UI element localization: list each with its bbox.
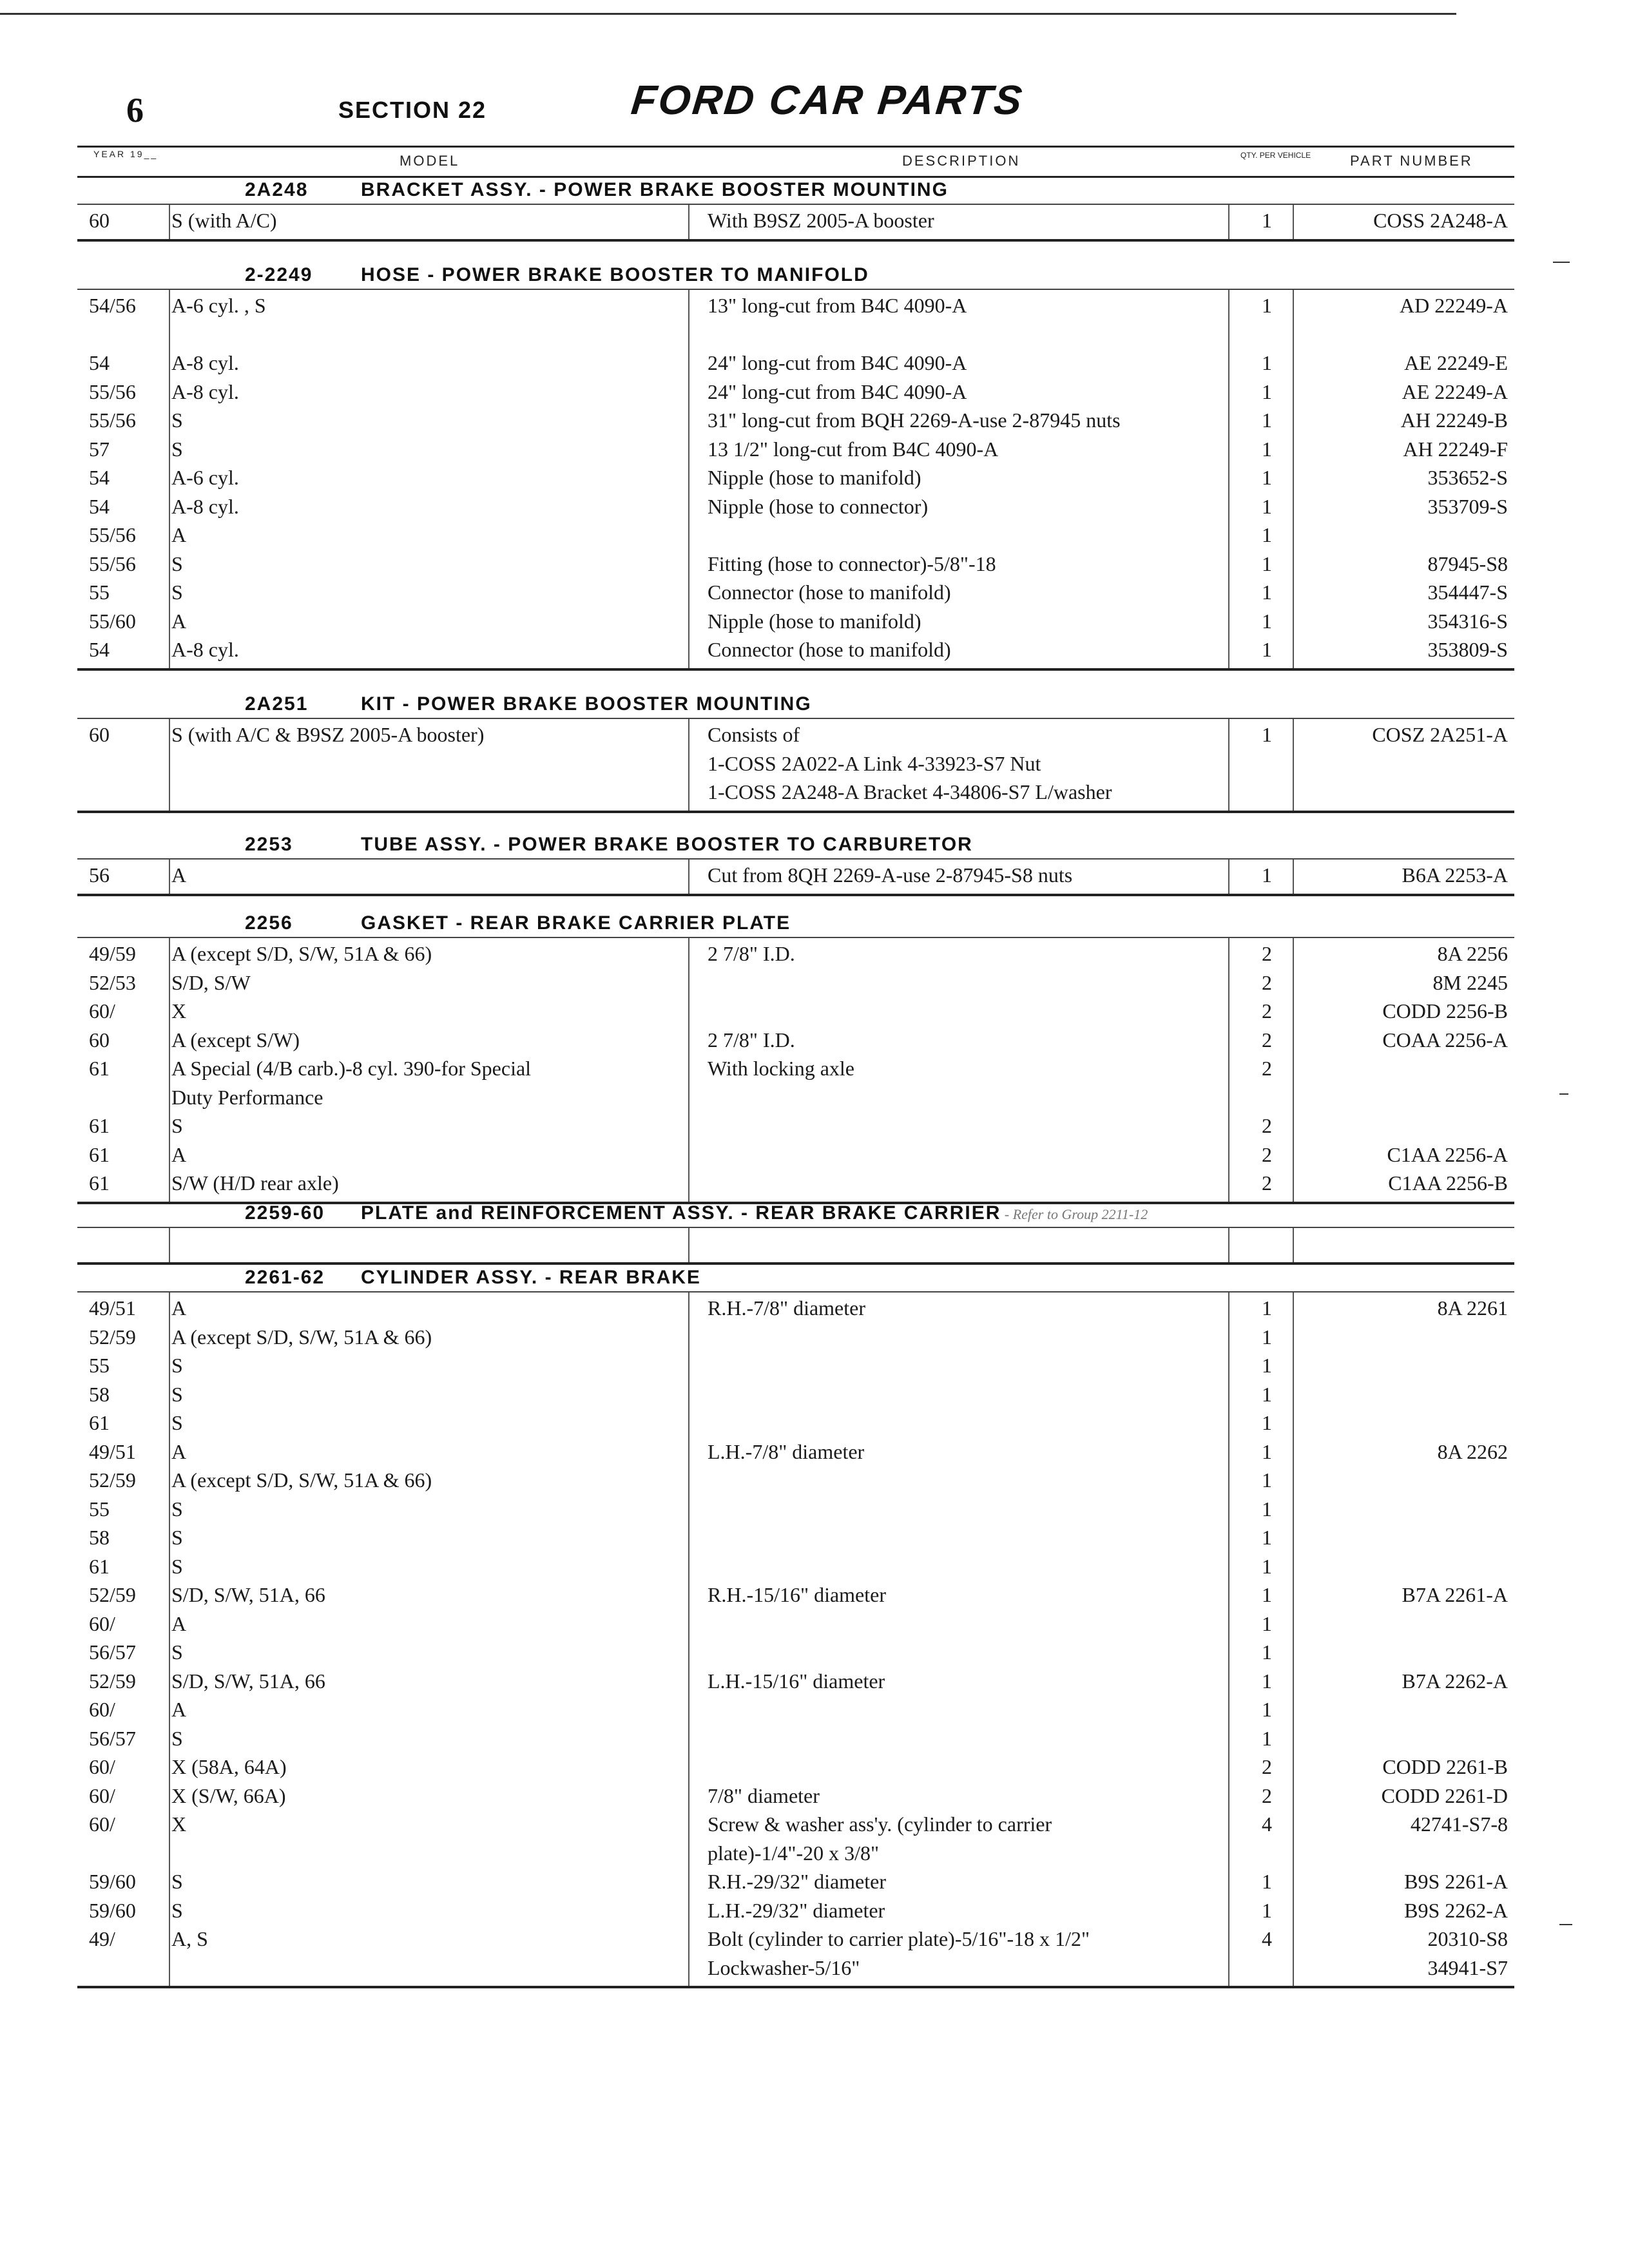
table-row (0, 1440, 1629, 1468)
description-cell: L.H.-7/8" diameter (708, 1439, 865, 1463)
section-title-rule (77, 718, 1514, 719)
description-cell: With B9SZ 2005-A booster (708, 209, 934, 232)
model-cell: A (171, 1296, 187, 1320)
year-cell: 56/57 (89, 1726, 136, 1750)
description-cell: 7/8" diameter (708, 1783, 820, 1807)
section-code: 2A251 (245, 693, 309, 715)
model-cell: X (S/W, 66A) (171, 1783, 286, 1807)
model-cell: A-6 cyl. (171, 466, 239, 489)
part-number-cell: COAA 2256-A (1382, 1028, 1508, 1052)
table-row (0, 581, 1629, 609)
year-cell: 52/59 (89, 1325, 136, 1349)
year-cell: 52/59 (89, 1669, 136, 1693)
year-cell: 52/59 (89, 1583, 136, 1606)
part-number-cell: CODD 2261-D (1381, 1783, 1508, 1807)
qty-cell: 1 (1262, 437, 1272, 461)
part-number-cell: 353809-S (1427, 638, 1508, 661)
table-row (0, 1171, 1629, 1200)
table-row (0, 1698, 1629, 1726)
section-title-rule (77, 204, 1514, 205)
year-cell: 55/56 (89, 408, 136, 432)
table-row (0, 523, 1629, 552)
model-cell: X (171, 999, 187, 1023)
table-row (0, 1784, 1629, 1812)
table-row (0, 1411, 1629, 1439)
section-code: 2261-62 (245, 1267, 325, 1288)
year-cell: 60/ (89, 1755, 115, 1778)
part-number-cell: COSS 2A248-A (1373, 209, 1508, 232)
section-title (245, 912, 791, 934)
model-cell: S (171, 1354, 183, 1377)
description-cell: Bolt (cylinder to carrier plate)-5/16"-18 x 1/2" (708, 1927, 1090, 1950)
table-row (0, 209, 1629, 237)
part-number-cell: 354447-S (1427, 581, 1508, 604)
qty-cell: 1 (1262, 552, 1272, 575)
model-cell: S (171, 1870, 183, 1893)
table-row (0, 1669, 1629, 1698)
section-code: 2A248 (245, 179, 309, 200)
table-row (0, 552, 1629, 581)
qty-cell: 2 (1262, 1028, 1272, 1052)
qty-cell: 1 (1262, 1870, 1272, 1893)
qty-cell: 1 (1262, 723, 1272, 746)
qty-cell: 2 (1262, 1142, 1272, 1166)
model-cell: A (except S/W) (171, 1028, 300, 1052)
part-number-cell: AE 22249-A (1402, 380, 1508, 403)
year-cell: 55 (89, 581, 110, 604)
table-row (0, 1143, 1629, 1171)
part-number-cell: B6A 2253-A (1402, 863, 1508, 887)
description-cell: 2 7/8" I.D. (708, 1028, 795, 1052)
year-cell: 60 (89, 1028, 110, 1052)
edge-mark (1553, 262, 1570, 263)
table-row (0, 1870, 1629, 1898)
year-cell: 54/56 (89, 294, 136, 317)
part-number-cell: B7A 2262-A (1402, 1669, 1508, 1693)
section-title-text: HOSE - POWER BRAKE BOOSTER TO MANIFOLD (361, 264, 869, 285)
model-cell: A-8 cyl. (171, 351, 239, 374)
model-cell: S (171, 1382, 183, 1406)
part-number-cell: CODD 2261-B (1382, 1755, 1508, 1778)
model-cell: A (171, 1611, 187, 1635)
section-title-rule (77, 937, 1514, 938)
year-cell: 49/51 (89, 1296, 136, 1320)
description-cell: Consists of (708, 723, 800, 746)
qty-cell: 1 (1262, 1325, 1272, 1349)
table-row (0, 1383, 1629, 1411)
section-title-rule (77, 289, 1514, 290)
description-cell: Nipple (hose to connector) (708, 494, 929, 518)
section-title-rule (77, 1291, 1514, 1293)
qty-cell: 2 (1262, 1783, 1272, 1807)
section-bottom-rule (77, 668, 1514, 671)
section-bottom-rule (77, 894, 1514, 896)
model-cell: A (except S/D, S/W, 51A & 66) (171, 1325, 432, 1349)
model-cell: A (171, 863, 187, 887)
section-title (245, 1202, 1148, 1224)
model-cell: S (171, 1114, 183, 1137)
qty-cell: 1 (1262, 1669, 1272, 1693)
description-cell: 24" long-cut from B4C 4090-A (708, 380, 967, 403)
table-row (0, 323, 1629, 351)
part-number-cell: C1AA 2256-B (1388, 1171, 1508, 1195)
model-cell: A (except S/D, S/W, 51A & 66) (171, 942, 432, 965)
table-row (0, 1555, 1629, 1583)
table-row (0, 1640, 1629, 1669)
qty-cell: 1 (1262, 523, 1272, 546)
model-cell: A Special (4/B carb.)-8 cyl. 390-for Special (171, 1057, 532, 1080)
year-cell: 56 (89, 863, 110, 887)
table-row (0, 752, 1629, 780)
table-row (0, 1232, 1629, 1260)
model-cell: S (with A/C & B9SZ 2005-A booster) (171, 723, 485, 746)
section-title-text: CYLINDER ASSY. - REAR BRAKE (361, 1267, 701, 1288)
description-cell: Fitting (hose to connector)-5/8"-18 (708, 552, 996, 575)
model-cell: S (171, 581, 183, 604)
year-cell: 59/60 (89, 1898, 136, 1922)
part-number-cell: 87945-S8 (1427, 552, 1508, 575)
column-header-part-number: PART NUMBER (1350, 153, 1473, 169)
part-number-cell: B9S 2262-A (1404, 1898, 1508, 1922)
year-cell: 49/59 (89, 942, 136, 965)
year-cell: 59/60 (89, 1870, 136, 1893)
part-number-cell: AH 22249-B (1400, 408, 1508, 432)
qty-cell: 1 (1262, 1411, 1272, 1434)
description-cell: Connector (hose to manifold) (708, 581, 951, 604)
qty-cell: 1 (1262, 1640, 1272, 1664)
year-cell: 58 (89, 1526, 110, 1549)
qty-cell: 4 (1262, 1927, 1272, 1950)
table-row (0, 1755, 1629, 1783)
section-title-text: BRACKET ASSY. - POWER BRAKE BOOSTER MOUNTING (361, 179, 949, 200)
qty-cell: 1 (1262, 294, 1272, 317)
year-cell: 60/ (89, 999, 115, 1023)
model-cell: A (171, 1439, 187, 1463)
qty-cell: 1 (1262, 351, 1272, 374)
table-row (0, 1612, 1629, 1640)
year-cell: 61 (89, 1142, 110, 1166)
qty-cell: 1 (1262, 863, 1272, 887)
description-cell: 31" long-cut from BQH 2269-A-use 2-87945 nuts (708, 408, 1121, 432)
section-title-text: PLATE and REINFORCEMENT ASSY. - REAR BRAKE CARRIER (361, 1202, 1001, 1224)
table-row (0, 1086, 1629, 1114)
model-cell: S (with A/C) (171, 209, 277, 232)
year-cell: 55 (89, 1354, 110, 1377)
part-number-cell: 8A 2256 (1437, 942, 1508, 965)
description-cell: Cut from 8QH 2269-A-use 2-87945-S8 nuts (708, 863, 1073, 887)
description-cell: 1-COSS 2A248-A Bracket 4-34806-S7 L/washer (708, 780, 1112, 803)
description-cell: R.H.-15/16" diameter (708, 1583, 886, 1606)
model-cell: S (171, 1898, 183, 1922)
description-cell: 1-COSS 2A022-A Link 4-33923-S7 Nut (708, 751, 1041, 775)
section-title (245, 264, 869, 286)
model-cell: A-8 cyl. (171, 638, 239, 661)
table-row (0, 466, 1629, 494)
table-row (0, 1497, 1629, 1526)
table-row (0, 780, 1629, 809)
model-cell: S (171, 437, 183, 461)
model-cell: A, S (171, 1927, 208, 1950)
year-cell: 60/ (89, 1611, 115, 1635)
qty-cell: 1 (1262, 408, 1272, 432)
year-cell: 56/57 (89, 1640, 136, 1664)
section-bottom-rule (77, 239, 1514, 242)
qty-cell: 2 (1262, 942, 1272, 965)
model-cell: S (171, 1554, 183, 1578)
column-header-year: YEAR 19__ (93, 149, 159, 159)
year-cell: 55/56 (89, 380, 136, 403)
section-bottom-rule (77, 1262, 1514, 1265)
qty-cell: 1 (1262, 380, 1272, 403)
section-title-text: TUBE ASSY. - POWER BRAKE BOOSTER TO CARBURETOR (361, 834, 973, 855)
qty-cell: 2 (1262, 1171, 1272, 1195)
table-row (0, 1296, 1629, 1325)
year-cell: 54 (89, 638, 110, 661)
table-row (0, 638, 1629, 666)
qty-cell: 2 (1262, 1057, 1272, 1080)
part-number-cell: B9S 2261-A (1404, 1870, 1508, 1893)
table-row (0, 942, 1629, 970)
description-cell: R.H.-29/32" diameter (708, 1870, 886, 1893)
part-number-cell: 8A 2262 (1437, 1439, 1508, 1463)
section-code: 2253 (245, 834, 293, 855)
table-row (0, 351, 1629, 380)
page-title: FORD CAR PARTS (629, 77, 1027, 123)
section-title-rule (77, 858, 1514, 860)
year-cell: 49/ (89, 1927, 115, 1950)
description-cell: Connector (hose to manifold) (708, 638, 951, 661)
description-cell: Screw & washer ass'y. (cylinder to carrier (708, 1812, 1052, 1836)
model-cell: A (171, 1698, 187, 1721)
table-row (0, 1583, 1629, 1611)
section-label: SECTION 22 (338, 97, 487, 123)
page-number: 6 (126, 91, 144, 130)
qty-cell: 1 (1262, 1354, 1272, 1377)
year-cell: 55/60 (89, 609, 136, 633)
table-row (0, 1526, 1629, 1554)
year-cell: 52/53 (89, 970, 136, 994)
qty-cell: 1 (1262, 1526, 1272, 1549)
table-row (0, 1841, 1629, 1870)
qty-cell: 1 (1262, 1439, 1272, 1463)
description-cell: 13" long-cut from B4C 4090-A (708, 294, 967, 317)
qty-cell: 2 (1262, 1114, 1272, 1137)
part-number-cell: 34941-S7 (1427, 1956, 1508, 1979)
model-cell: Duty Performance (171, 1085, 323, 1109)
top-rule (0, 13, 1456, 15)
model-cell: S (171, 1640, 183, 1664)
table-row (0, 610, 1629, 638)
table-row (0, 1956, 1629, 1984)
year-cell: 55/56 (89, 552, 136, 575)
section-bottom-rule (77, 811, 1514, 813)
column-header-description: DESCRIPTION (902, 153, 1021, 169)
section-title (245, 693, 812, 715)
section-title-text: GASKET - REAR BRAKE CARRIER PLATE (361, 912, 791, 934)
year-cell: 60/ (89, 1812, 115, 1836)
table-row (0, 1325, 1629, 1354)
year-cell: 60 (89, 209, 110, 232)
year-cell: 54 (89, 351, 110, 374)
table-row (0, 495, 1629, 523)
model-cell: X (171, 1812, 187, 1836)
table-row (0, 1468, 1629, 1497)
year-cell: 60/ (89, 1698, 115, 1721)
year-cell: 54 (89, 494, 110, 518)
qty-cell: 1 (1262, 581, 1272, 604)
table-row (0, 723, 1629, 751)
model-cell: S (171, 1726, 183, 1750)
qty-cell: 1 (1262, 1554, 1272, 1578)
year-cell: 61 (89, 1114, 110, 1137)
description-cell: With locking axle (708, 1057, 854, 1080)
description-cell: 13 1/2" long-cut from B4C 4090-A (708, 437, 999, 461)
description-cell: L.H.-15/16" diameter (708, 1669, 885, 1693)
part-number-cell: AD 22249-A (1400, 294, 1508, 317)
year-cell: 57 (89, 437, 110, 461)
qty-cell: 1 (1262, 1698, 1272, 1721)
year-cell: 61 (89, 1554, 110, 1578)
column-header-qty: QTY. PER VEHICLE (1240, 151, 1311, 160)
model-cell: S (171, 408, 183, 432)
part-number-cell: 354316-S (1427, 609, 1508, 633)
section-title (245, 1267, 701, 1289)
description-cell: L.H.-29/32" diameter (708, 1898, 885, 1922)
model-cell: S (171, 552, 183, 575)
table-row (0, 999, 1629, 1028)
description-cell: R.H.-7/8" diameter (708, 1296, 865, 1320)
qty-cell: 1 (1262, 609, 1272, 633)
model-cell: S (171, 1411, 183, 1434)
column-header-row (77, 146, 1514, 178)
year-cell: 55/56 (89, 523, 136, 546)
section-code: 2-2249 (245, 264, 313, 285)
table-row (0, 408, 1629, 437)
description-cell: Nipple (hose to manifold) (708, 609, 921, 633)
part-number-cell: 353652-S (1427, 466, 1508, 489)
qty-cell: 1 (1262, 1583, 1272, 1606)
column-header-model: MODEL (400, 153, 460, 169)
model-cell: A-8 cyl. (171, 494, 239, 518)
table-row (0, 1812, 1629, 1841)
year-cell: 60/ (89, 1783, 115, 1807)
part-number-cell: 42741-S7-8 (1410, 1812, 1508, 1836)
qty-cell: 1 (1262, 466, 1272, 489)
table-row (0, 863, 1629, 892)
model-cell: A (171, 1142, 187, 1166)
edge-mark (1559, 1924, 1572, 1925)
qty-cell: 1 (1262, 1468, 1272, 1492)
table-row (0, 294, 1629, 322)
table-row (0, 380, 1629, 408)
description-cell: 24" long-cut from B4C 4090-A (708, 351, 967, 374)
year-cell: 52/59 (89, 1468, 136, 1492)
part-number-cell: COSZ 2A251-A (1372, 723, 1508, 746)
qty-cell: 1 (1262, 494, 1272, 518)
qty-cell: 1 (1262, 1497, 1272, 1521)
part-number-cell: 8A 2261 (1437, 1296, 1508, 1320)
section-note: - Refer to Group 2211-12 (1001, 1206, 1148, 1222)
part-number-cell: 8M 2245 (1432, 970, 1508, 994)
model-cell: A (except S/D, S/W, 51A & 66) (171, 1468, 432, 1492)
year-cell: 60 (89, 723, 110, 746)
part-number-cell: CODD 2256-B (1382, 999, 1508, 1023)
model-cell: A (171, 609, 187, 633)
qty-cell: 1 (1262, 1898, 1272, 1922)
qty-cell: 1 (1262, 1611, 1272, 1635)
qty-cell: 4 (1262, 1812, 1272, 1836)
model-cell: A-6 cyl. , S (171, 294, 266, 317)
section-title (245, 834, 973, 856)
part-number-cell: B7A 2261-A (1402, 1583, 1508, 1606)
year-cell: 49/51 (89, 1439, 136, 1463)
qty-cell: 1 (1262, 1726, 1272, 1750)
year-cell: 61 (89, 1171, 110, 1195)
section-code: 2259-60 (245, 1202, 325, 1224)
qty-cell: 1 (1262, 638, 1272, 661)
year-cell: 58 (89, 1382, 110, 1406)
model-cell: S (171, 1526, 183, 1549)
table-row (0, 971, 1629, 999)
description-cell: 2 7/8" I.D. (708, 942, 795, 965)
part-number-cell: AH 22249-F (1403, 437, 1508, 461)
description-cell: Nipple (hose to manifold) (708, 466, 921, 489)
qty-cell: 2 (1262, 999, 1272, 1023)
edge-mark (1559, 1093, 1568, 1095)
table-row (0, 1354, 1629, 1382)
qty-cell: 2 (1262, 970, 1272, 994)
model-cell: S/D, S/W, 51A, 66 (171, 1583, 325, 1606)
part-number-cell: AE 22249-E (1404, 351, 1508, 374)
year-cell: 54 (89, 466, 110, 489)
model-cell: A-8 cyl. (171, 380, 239, 403)
qty-cell: 1 (1262, 209, 1272, 232)
qty-cell: 1 (1262, 1382, 1272, 1406)
model-cell: S/W (H/D rear axle) (171, 1171, 339, 1195)
year-cell: 61 (89, 1057, 110, 1080)
description-cell: plate)-1/4"-20 x 3/8" (708, 1841, 880, 1865)
qty-cell: 2 (1262, 1755, 1272, 1778)
description-cell: Lockwasher-5/16" (708, 1956, 860, 1979)
model-cell: X (58A, 64A) (171, 1755, 287, 1778)
table-row (0, 1114, 1629, 1142)
table-row (0, 1727, 1629, 1755)
section-title-rule (77, 1227, 1514, 1228)
part-number-cell: 20310-S8 (1427, 1927, 1508, 1950)
qty-cell: 1 (1262, 1296, 1272, 1320)
model-cell: A (171, 523, 187, 546)
year-cell: 55 (89, 1497, 110, 1521)
year-cell: 61 (89, 1411, 110, 1434)
part-number-cell: C1AA 2256-A (1387, 1142, 1508, 1166)
section-code: 2256 (245, 912, 293, 934)
model-cell: S/D, S/W (171, 970, 251, 994)
section-title-text: KIT - POWER BRAKE BOOSTER MOUNTING (361, 693, 812, 715)
table-row (0, 1057, 1629, 1085)
table-row (0, 1927, 1629, 1956)
section-bottom-rule (77, 1986, 1514, 1988)
table-row (0, 1028, 1629, 1057)
section-title (245, 179, 949, 201)
table-row (0, 1899, 1629, 1927)
part-number-cell: 353709-S (1427, 494, 1508, 518)
model-cell: S (171, 1497, 183, 1521)
model-cell: S/D, S/W, 51A, 66 (171, 1669, 325, 1693)
table-row (0, 437, 1629, 466)
